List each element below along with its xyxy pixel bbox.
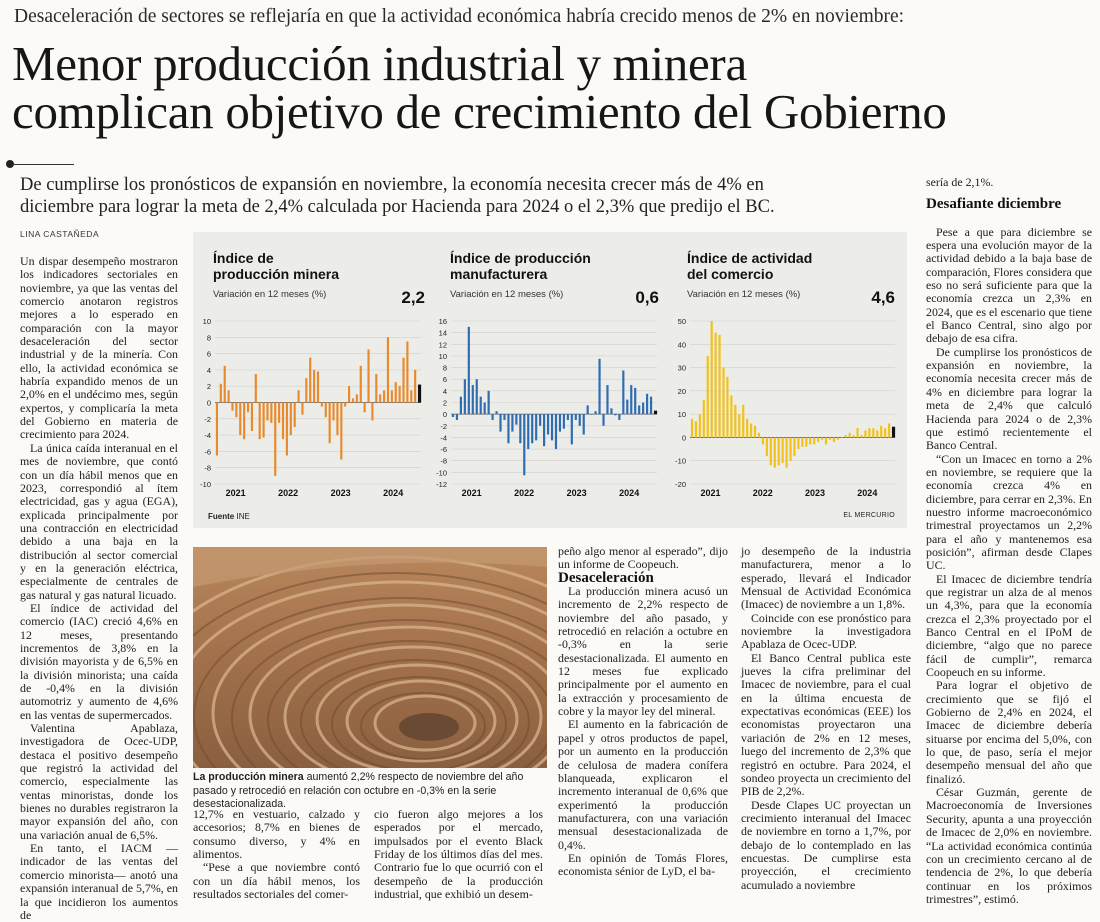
- headline: [12, 36, 1097, 139]
- bar: [356, 394, 358, 402]
- x-tick-label: 2023: [805, 488, 826, 498]
- bar: [758, 433, 760, 438]
- bar: [259, 403, 261, 440]
- bar: [460, 397, 462, 414]
- bar: [410, 390, 412, 402]
- bar: [555, 414, 557, 449]
- bar: [646, 394, 648, 414]
- bar: [864, 430, 866, 437]
- y-tick-label: -8: [204, 463, 211, 473]
- paragraph: El índice de actividad del comercio (IAC) creció 4,6% en 12 meses, presentando incrementos de 3,8% en la división mayorista y de 6,5% en la división minorista; una caída de -0,4% en la división automotriz y aumento de 4,6% en las ventas de supermercados.: [20, 600, 178, 722]
- bar: [515, 414, 517, 424]
- bar: [691, 419, 693, 438]
- y-tick-label: 20: [677, 386, 686, 396]
- bar: [797, 437, 799, 449]
- paragraph: peño algo menor al esperado”, dijo un informe de Coopeuch.: [558, 544, 728, 572]
- bar: [344, 403, 346, 407]
- article-column-5: [741, 545, 911, 892]
- y-tick-label: -2: [204, 414, 211, 424]
- article-column-1: [20, 255, 178, 922]
- bar: [868, 428, 870, 437]
- bar: [770, 437, 772, 465]
- bar: [220, 384, 222, 403]
- charts-panel: [193, 232, 907, 528]
- bar: [595, 411, 597, 414]
- paragraph: Valentina Apablaza, investigadora de Ocec-UDP, destaca el positivo desempeño que registró la actividad del comercio, especialmente las ventas minoristas, donde los bienes no durables registraron la mayor expansión del año, con una variación anual de 6,5%.: [20, 721, 178, 842]
- bar: [499, 414, 501, 431]
- bar: [468, 327, 470, 414]
- bar: [543, 414, 545, 446]
- bar: [336, 403, 338, 436]
- chart-subtitle: Variación en 12 meses (%): [687, 289, 801, 300]
- bar: [563, 414, 565, 429]
- bar: [531, 414, 533, 443]
- bar: [654, 411, 657, 414]
- bar: [255, 374, 257, 403]
- paragraph: La producción minera acusó un incremento de 2,2% respecto de noviembre del año pasado, y retrocedió en relación a octubre en -0,3% en la serie desestacionalizada. El aumento en 12 meses fue explicado principalmente por el aumento en la extracción y procesamiento de cobre y la mayor ley del mineral.: [558, 584, 728, 719]
- bar: [551, 414, 553, 440]
- deck: [20, 174, 910, 218]
- paragraph: En opinión de Tomás Flores, economista sénior de LyD, el ba-: [558, 850, 728, 879]
- bar: [539, 414, 541, 426]
- article-column-6: [926, 176, 1092, 906]
- x-tick-label: 2021: [225, 488, 246, 498]
- bar: [695, 421, 697, 437]
- bar: [825, 437, 827, 444]
- x-tick-label: 2022: [514, 488, 535, 498]
- paragraph: La única caída interanual en el mes de noviembre, que contó con un día hábil menos que en 2023, correspondió al ítem electricidad, gas y agua (EGA), explicada principalmente por una contracción en electricidad debido a una baja en la distribución al sector comercial y en la generación eléctrica, especialmente de centrales de gas natural y gas natural licuado.: [20, 440, 178, 602]
- bar: [402, 358, 404, 403]
- bar: [583, 414, 585, 434]
- bar: [699, 414, 701, 437]
- bar: [456, 414, 458, 420]
- bar: [750, 423, 752, 437]
- paragraph: jo desempeño de la industria manufacturera, menor a lo esperado, llevará el Indicador Mensual de Actividad Económica (Imacec) de noviembre a un 1,8%.: [741, 544, 911, 612]
- bar: [547, 414, 549, 434]
- x-tick-label: 2021: [461, 488, 482, 498]
- y-tick-label: -8: [440, 456, 447, 466]
- x-tick-label: 2022: [278, 488, 299, 498]
- bar: [266, 403, 268, 421]
- open-pit-mine-image: [193, 547, 547, 768]
- bar: [228, 390, 230, 402]
- paragraph: El aumento en la fabricación de papel y otros productos de papel, por un aumento en la producción de celulosa de madera conífera blanqueada, explicaron el incremento interanual de 0,6% que experimentó la producción manufacturera, con una variación mensual desestacionalizada de 0,4%.: [558, 717, 728, 852]
- bar: [845, 435, 847, 437]
- bar: [278, 403, 280, 423]
- bar: [239, 403, 241, 436]
- headline-line-1: Menor producción industrial y minera: [12, 36, 747, 91]
- bar: [837, 437, 839, 439]
- paragraph: El Imacec de diciembre tendría que registrar un alza de al menos un 4,3%, para que la economía crezca el 2,3% proyectado por el Banco Central en el IPoM de diciembre, “algo que no parece fácil de cumplir”, remarca Coopeuch en su informe.: [926, 571, 1092, 680]
- bar: [325, 403, 327, 418]
- y-tick-label: -2: [440, 421, 447, 431]
- y-tick-label: -10: [200, 480, 211, 489]
- bar: [579, 414, 581, 426]
- x-tick-label: 2024: [619, 488, 640, 498]
- bar: [606, 385, 608, 414]
- y-tick-label: -4: [204, 431, 211, 441]
- bar: [849, 433, 851, 438]
- paragraph: “Pese a que noviembre contó con un día hábil menos, los resultados sectoriales del comer-: [193, 860, 360, 902]
- bar: [778, 437, 780, 465]
- article-column-3: [374, 808, 543, 901]
- y-tick-label: 10: [677, 410, 686, 420]
- bar: [559, 414, 561, 431]
- bar: [626, 400, 628, 415]
- bar: [297, 390, 299, 402]
- bar: [383, 390, 385, 402]
- bar: [707, 356, 709, 438]
- bar: [290, 403, 292, 436]
- bar: [746, 419, 748, 438]
- bar: [571, 414, 573, 444]
- bar: [726, 377, 728, 438]
- bar: [305, 378, 307, 402]
- bar: [352, 398, 354, 402]
- y-tick-label: 4: [442, 386, 447, 396]
- paragraph: Coincide con ese pronóstico para noviembre la investigadora Apablaza de Ocec-UDP.: [741, 610, 911, 652]
- charts-svg: [193, 232, 907, 528]
- bar: [715, 333, 717, 438]
- bar: [872, 428, 874, 437]
- bar: [270, 403, 272, 423]
- section-heading: Desafiante diciembre: [926, 196, 1062, 213]
- bar: [294, 403, 296, 427]
- y-tick-label: 2: [206, 382, 211, 392]
- paragraph: sería de 2,1%.: [926, 175, 994, 189]
- bar: [880, 426, 882, 438]
- bar: [833, 437, 835, 442]
- bar: [602, 414, 604, 426]
- bar: [642, 403, 644, 415]
- bar: [829, 437, 831, 439]
- paragraph: Un dispar desempeño mostraron los indicadores sectoriales en noviembre, ya que las ventas del comercio anotaron registros mejores a lo esperado en comparación con la mayor desaceleración del sector industrial y de la minería. Con ello, la actividad económica se habría expandido menos de un 2,0% en el undécimo mes, según expertos, y complicaría la meta del Gobierno en materia de crecimiento para 2024.: [20, 254, 178, 442]
- x-tick-label: 2024: [383, 488, 404, 498]
- paragraph: “Con un Imacec en torno a 2% en noviembre, se requiere que la economía crezca 4% en diciembre, para cerrar en 2,3%. En nuestro informe macroeconómico trimestral proyectamos un 2,2% para el año y mantenemos esa posición”, afirman desde Clapes UC.: [926, 451, 1092, 573]
- bar: [511, 414, 513, 431]
- y-tick-label: -6: [440, 445, 447, 455]
- bar: [774, 437, 776, 467]
- bar: [567, 414, 569, 420]
- bar: [251, 403, 253, 432]
- y-tick-label: 30: [677, 363, 686, 373]
- chart-headline-value: 4,6: [871, 288, 895, 307]
- chart-subtitle: Variación en 12 meses (%): [213, 289, 327, 300]
- x-tick-label: 2022: [752, 488, 773, 498]
- bar: [321, 403, 323, 407]
- bar: [379, 394, 381, 402]
- bar: [503, 414, 505, 420]
- bar: [841, 437, 843, 438]
- bar: [884, 428, 886, 437]
- bar: [754, 426, 756, 438]
- bar: [495, 411, 497, 414]
- bar: [464, 379, 466, 414]
- y-tick-label: 0: [681, 433, 686, 443]
- bar: [375, 374, 377, 403]
- bar: [888, 423, 890, 437]
- bar: [313, 370, 315, 403]
- bar: [813, 437, 815, 444]
- paragraph: 12,7% en vestuario, calzado y accesorios; 8,7% en bienes de consumo diverso, y 4% en alimentos.: [193, 807, 360, 862]
- bar: [317, 372, 319, 403]
- bar: [722, 368, 724, 438]
- chart-headline-value: 2,2: [401, 288, 425, 307]
- bar: [488, 391, 490, 414]
- bar: [231, 403, 233, 411]
- y-tick-label: 0: [442, 410, 447, 420]
- bar: [406, 341, 408, 402]
- bar: [711, 321, 713, 437]
- y-tick-label: 40: [677, 340, 686, 350]
- y-tick-label: 16: [438, 317, 447, 326]
- bar: [734, 405, 736, 438]
- bar: [892, 427, 895, 438]
- bar: [793, 437, 795, 456]
- bar: [786, 437, 788, 467]
- bar: [876, 430, 878, 437]
- bar: [484, 403, 486, 415]
- headline-rule: [12, 164, 74, 165]
- bar: [860, 435, 862, 437]
- bar: [614, 414, 616, 415]
- chart-source: Fuente INE: [208, 512, 250, 521]
- bar: [399, 386, 401, 402]
- x-tick-label: 2023: [330, 488, 351, 498]
- y-tick-label: 2: [442, 398, 447, 408]
- bar: [414, 370, 416, 403]
- bar: [224, 366, 226, 403]
- bar: [805, 437, 807, 446]
- bar: [263, 403, 265, 438]
- paragraph: Desde Clapes UC proyectan un crecimiento interanual del Imacec de noviembre en torno a 1,7%, por debajo de lo contemplado en las encuestas. De cumplirse esta proyección, el crecimiento acumulado a noviembre: [741, 797, 911, 892]
- paragraph: cio fueron algo mejores a los esperados por el mercado, impulsados por el evento Black Friday de los últimos días del mes. Contrario fue lo que ocurrió con el desempeño de la producción industrial, que exhibió un desem-: [374, 807, 543, 902]
- bar: [618, 414, 620, 420]
- y-tick-label: 10: [202, 317, 211, 326]
- y-tick-label: -4: [440, 433, 447, 443]
- bar: [622, 370, 624, 414]
- chart-title: Índice de producción manufacturera: [450, 250, 591, 282]
- y-tick-label: -12: [436, 480, 447, 489]
- bar: [348, 386, 350, 402]
- bar: [286, 403, 288, 456]
- bar: [742, 405, 744, 438]
- bar: [519, 414, 521, 443]
- byline: LINA CASTAÑEDA: [20, 229, 100, 239]
- bar: [418, 385, 421, 403]
- bar: [247, 403, 249, 413]
- paragraph: De cumplirse los pronósticos de expansión en noviembre, la economía necesita crecer más de 4% en diciembre para lograr la meta de 2,4% que calculó Hacienda para 2024 o de 2,3% que estimó recientemente el Banco Central.: [926, 344, 1092, 453]
- bar: [638, 405, 640, 414]
- photo-caption: La producción minera aumentó 2,2% respecto de noviembre del año pasado y retrocedió en relación con octubre en -0,3% en la serie desestacionalizada.: [193, 771, 524, 810]
- bar: [587, 405, 589, 414]
- bar: [492, 414, 494, 420]
- y-tick-label: 14: [438, 328, 447, 338]
- bar: [730, 396, 732, 438]
- bar: [853, 435, 855, 437]
- bar: [507, 414, 509, 443]
- bar: [817, 437, 819, 442]
- kicker: Desaceleración de sectores se reflejaría en que la actividad económica habría crecido menos de 2% en noviembre:: [14, 6, 905, 27]
- bar: [789, 437, 791, 460]
- y-tick-label: 4: [206, 365, 211, 375]
- y-tick-label: 10: [438, 351, 447, 361]
- bar: [718, 335, 720, 437]
- bar: [329, 403, 331, 444]
- bar: [332, 403, 334, 421]
- bar: [391, 390, 393, 402]
- y-tick-label: 50: [677, 317, 686, 326]
- bar: [650, 397, 652, 414]
- paragraph: El Banco Central publica este jueves la cifra preliminar del Imacec de noviembre, para el cual en la última encuesta de expectativas económicas (EEE) los economistas proyectaron una variación de 2% en 12 meses, luego del incremento de 2,3% que registró en octubre. Para 2024, el sondeo proyecta un crecimiento del PIB de 2,2%.: [741, 650, 911, 799]
- bar: [809, 437, 811, 444]
- chart-title: Índice de actividad del comercio: [687, 250, 813, 282]
- bar: [630, 385, 632, 414]
- x-tick-label: 2024: [857, 488, 878, 498]
- bar: [216, 403, 218, 456]
- y-tick-label: -10: [675, 456, 686, 466]
- bar: [634, 388, 636, 414]
- bar: [598, 359, 600, 414]
- bar: [801, 437, 803, 446]
- bar: [387, 337, 389, 402]
- bar: [340, 403, 342, 460]
- bar: [591, 414, 593, 415]
- paragraph: Para lograr el objetivo de crecimiento que se fijó el Gobierno de 2,4% en 2024, el Imacec de diciembre debería situarse por encima del 5,0%, con lo que, de paso, sería el mejor desempeño mensual del año que finalizó.: [926, 678, 1092, 786]
- y-tick-label: 6: [442, 375, 447, 385]
- bar: [703, 400, 705, 437]
- bar: [782, 437, 784, 463]
- headline-line-2: complican objetivo de crecimiento del Gobierno: [12, 84, 947, 139]
- y-tick-label: 12: [438, 340, 447, 350]
- chart-credit: EL MERCURIO: [843, 512, 895, 519]
- bar: [243, 403, 245, 440]
- y-tick-label: 8: [442, 363, 447, 373]
- bar: [452, 414, 454, 417]
- bar: [856, 428, 858, 437]
- bar: [360, 366, 362, 403]
- bar: [371, 403, 373, 421]
- bar: [364, 403, 366, 413]
- y-tick-label: -6: [204, 447, 211, 457]
- article-column-2: [193, 808, 360, 901]
- x-tick-label: 2023: [566, 488, 587, 498]
- chart-headline-value: 0,6: [635, 288, 659, 307]
- bar: [367, 350, 369, 403]
- bar: [282, 403, 284, 440]
- bar: [235, 403, 237, 418]
- bar: [301, 403, 303, 415]
- bar: [274, 403, 276, 476]
- chart-subtitle: Variación en 12 meses (%): [450, 289, 564, 300]
- article-column-4: [558, 545, 728, 879]
- bar: [395, 382, 397, 402]
- paragraph: César Guzmán, gerente de Macroeconomía de Inversiones Security, apunta a una proyección de Imacec de 2,0% en noviembre. “La actividad económica continúa con un crecimiento cercano al de tendencia de 2%, lo que debería continuar en los próximos trimestres”, estimó.: [926, 785, 1092, 906]
- y-tick-label: 8: [206, 333, 211, 343]
- paragraph: Pese a que para diciembre se espera una evolución mayor de la actividad debido a la baja base de comparación, Flores considera que eso no será suficiente para que la economía crezca un 2,3% en 2024, que es el escenario que tiene el Banco Central, sino algo por debajo de esa cifra.: [926, 224, 1092, 346]
- paragraph: En tanto, el IACM —indicador de las ventas del comercio minorista— anotó una expansión interanual de 5,7%, en la que incidieron los aumentos de: [20, 841, 178, 922]
- bar: [762, 437, 764, 444]
- mine-photo: [193, 547, 547, 768]
- x-tick-label: 2021: [700, 488, 721, 498]
- bar: [766, 437, 768, 456]
- y-tick-label: -10: [436, 468, 447, 478]
- deck-line-1: De cumplirse los pronósticos de expansión en noviembre, la economía necesita crecer más de 4% en: [20, 175, 764, 195]
- deck-line-2: diciembre para lograr la meta de 2,4% calculada por Hacienda para 2024 o el 2,3% que predijo el BC.: [20, 197, 775, 217]
- y-tick-label: -20: [675, 480, 686, 489]
- bar: [527, 414, 529, 449]
- bar: [480, 397, 482, 414]
- bar: [476, 379, 478, 414]
- chart-title: Índice de producción minera: [213, 250, 340, 282]
- section-heading: Desaceleración: [558, 569, 654, 586]
- bar: [821, 437, 823, 439]
- bar: [535, 414, 537, 440]
- bar: [575, 414, 577, 420]
- bar: [523, 414, 525, 475]
- bar: [610, 408, 612, 414]
- bar: [738, 414, 740, 437]
- y-tick-label: 6: [206, 349, 211, 359]
- bar: [472, 385, 474, 414]
- bar: [309, 358, 311, 403]
- y-tick-label: 0: [206, 398, 211, 408]
